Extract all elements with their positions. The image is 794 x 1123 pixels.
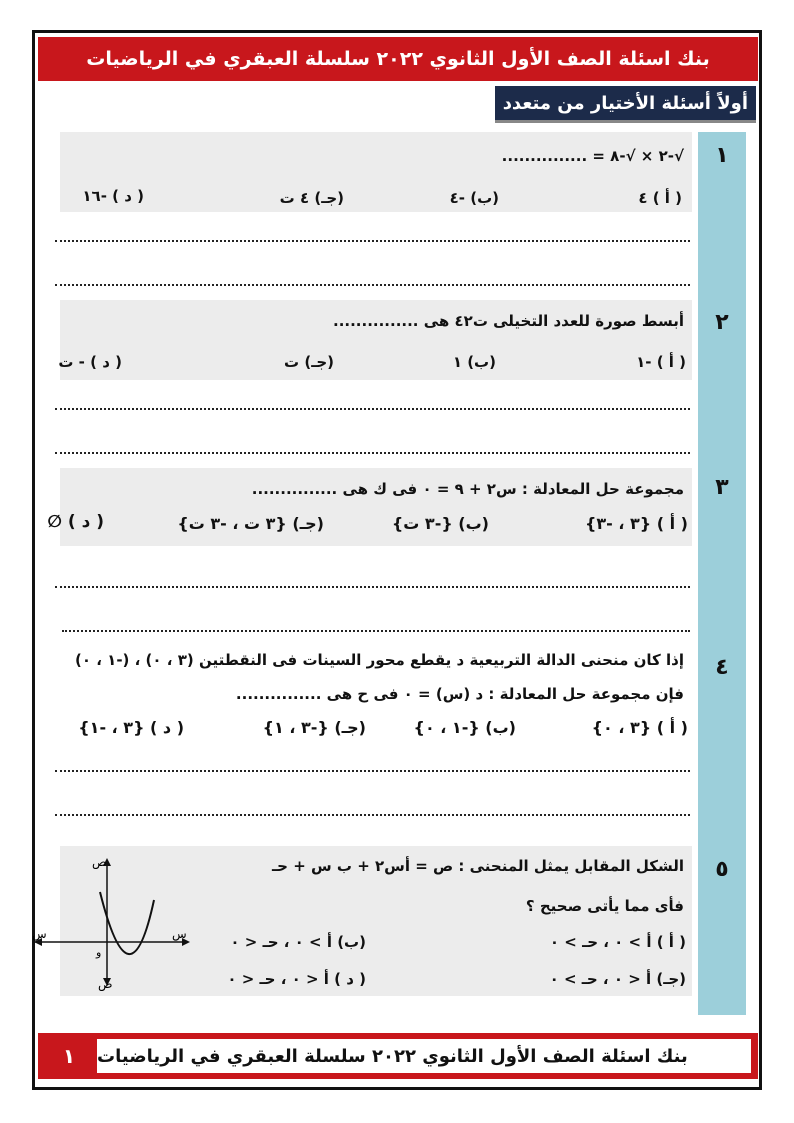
y-neg-label: ص [98, 977, 113, 991]
question-1-option-b: (ب) -٤ [449, 189, 499, 207]
x-axis-label: س [172, 927, 187, 941]
question-4-text-line2: فإن مجموعة حل المعادلة : د (س) = ٠ فى ح هى ............... [235, 685, 684, 703]
answer-line [55, 284, 690, 286]
question-2-option-a: ( أ ) -١ [636, 353, 686, 371]
parabola-curve [100, 892, 154, 954]
question-4-option-d: ( د ) {٣ ، -١} [78, 718, 184, 737]
origin-label: و [96, 946, 102, 959]
question-3-option-b: (ب) {-٣ ت} [391, 514, 489, 533]
page-header [38, 37, 758, 81]
answer-line [55, 586, 690, 588]
question-4-option-c: (جـ) {-٣ ، ١} [262, 718, 366, 737]
question-5-option-a: ( أ ) أ > ٠ ، حـ > ٠ [549, 933, 686, 951]
question-5-text-line2: فأى مما يأتى صحيح ؟ [525, 897, 684, 915]
question-2-number: ٢ [715, 310, 729, 335]
footer-title-box [96, 1038, 752, 1074]
question-2-option-c: (جـ) ت [284, 353, 334, 371]
question-4-number: ٤ [715, 655, 729, 680]
question-4-text-line1: إذا كان منحنى الدالة التربيعية د يقطع محور السينات فى النقطتين (٣ ، ٠) ، (-١ ، ٠) [75, 651, 684, 669]
question-3-text: مجموعة حل المعادلة : س٢ + ٩ = ٠ فى ك هى ............... [251, 480, 684, 498]
y-axis-label: ص [92, 855, 107, 869]
question-2-option-b: (ب) ١ [452, 353, 496, 371]
answer-line [55, 814, 690, 816]
answer-line [55, 408, 690, 410]
question-5-option-c: (جـ) أ < ٠ ، حـ > ٠ [549, 970, 686, 988]
question-3-number: ٣ [715, 475, 729, 500]
answer-line [62, 630, 690, 632]
question-2-text: أبسط صورة للعدد التخيلى ت٤٢ هى ............... [333, 312, 684, 330]
question-1-option-a: ( أ ) ٤ [638, 189, 682, 207]
question-1-option-c: (جـ) ٤ ت [279, 189, 344, 207]
question-5-text-line1: الشكل المقابل يمثل المنحنى : ص = أس٢ + ب س + حـ [272, 857, 684, 875]
question-4-option-b: (ب) {-١ ، ٠} [413, 718, 516, 737]
answer-line [55, 770, 690, 772]
question-3-option-d: ( د ) ∅ [47, 512, 104, 532]
question-1-number: ١ [715, 143, 729, 168]
question-5-option-b: (ب) أ > ٠ ، حـ < ٠ [230, 933, 366, 951]
question-4-option-a: ( أ ) {٣ ، ٠} [591, 718, 688, 737]
section-label-text: أولاً أسئلة الأختيار من متعدد [502, 92, 748, 114]
question-1-text: √‎-٢ × √‎-٨ = ............... [501, 147, 684, 165]
section-label [495, 86, 756, 123]
answer-line [55, 240, 690, 242]
question-5-option-d: ( د ) أ < ٠ ، حـ < ٠ [227, 970, 366, 988]
footer-title: بنك اسئلة الصف الأول الثانوي ٢٠٢٢ سلسلة العبقري في الرياضيات [97, 1045, 688, 1067]
answer-line [55, 452, 690, 454]
question-1-option-d: ( د ) -١٦ [82, 187, 144, 205]
header-title: بنك اسئلة الصف الأول الثانوي ٢٠٢٢ سلسلة العبقري في الرياضيات [86, 48, 710, 70]
page-number: ١ [62, 1044, 76, 1068]
x-neg-label: س [32, 927, 47, 941]
question-1-box [60, 132, 692, 212]
question-5-number: ٥ [715, 857, 729, 882]
question-number-column [698, 132, 746, 1015]
question-3-option-c: (جـ) {٣ ت ، -٣ ت} [177, 514, 324, 533]
question-2-option-d: ( د ) - ت [58, 353, 122, 371]
parabola-graph [32, 852, 192, 992]
question-3-option-a: ( أ ) {٣ ، -٣} [585, 514, 688, 533]
